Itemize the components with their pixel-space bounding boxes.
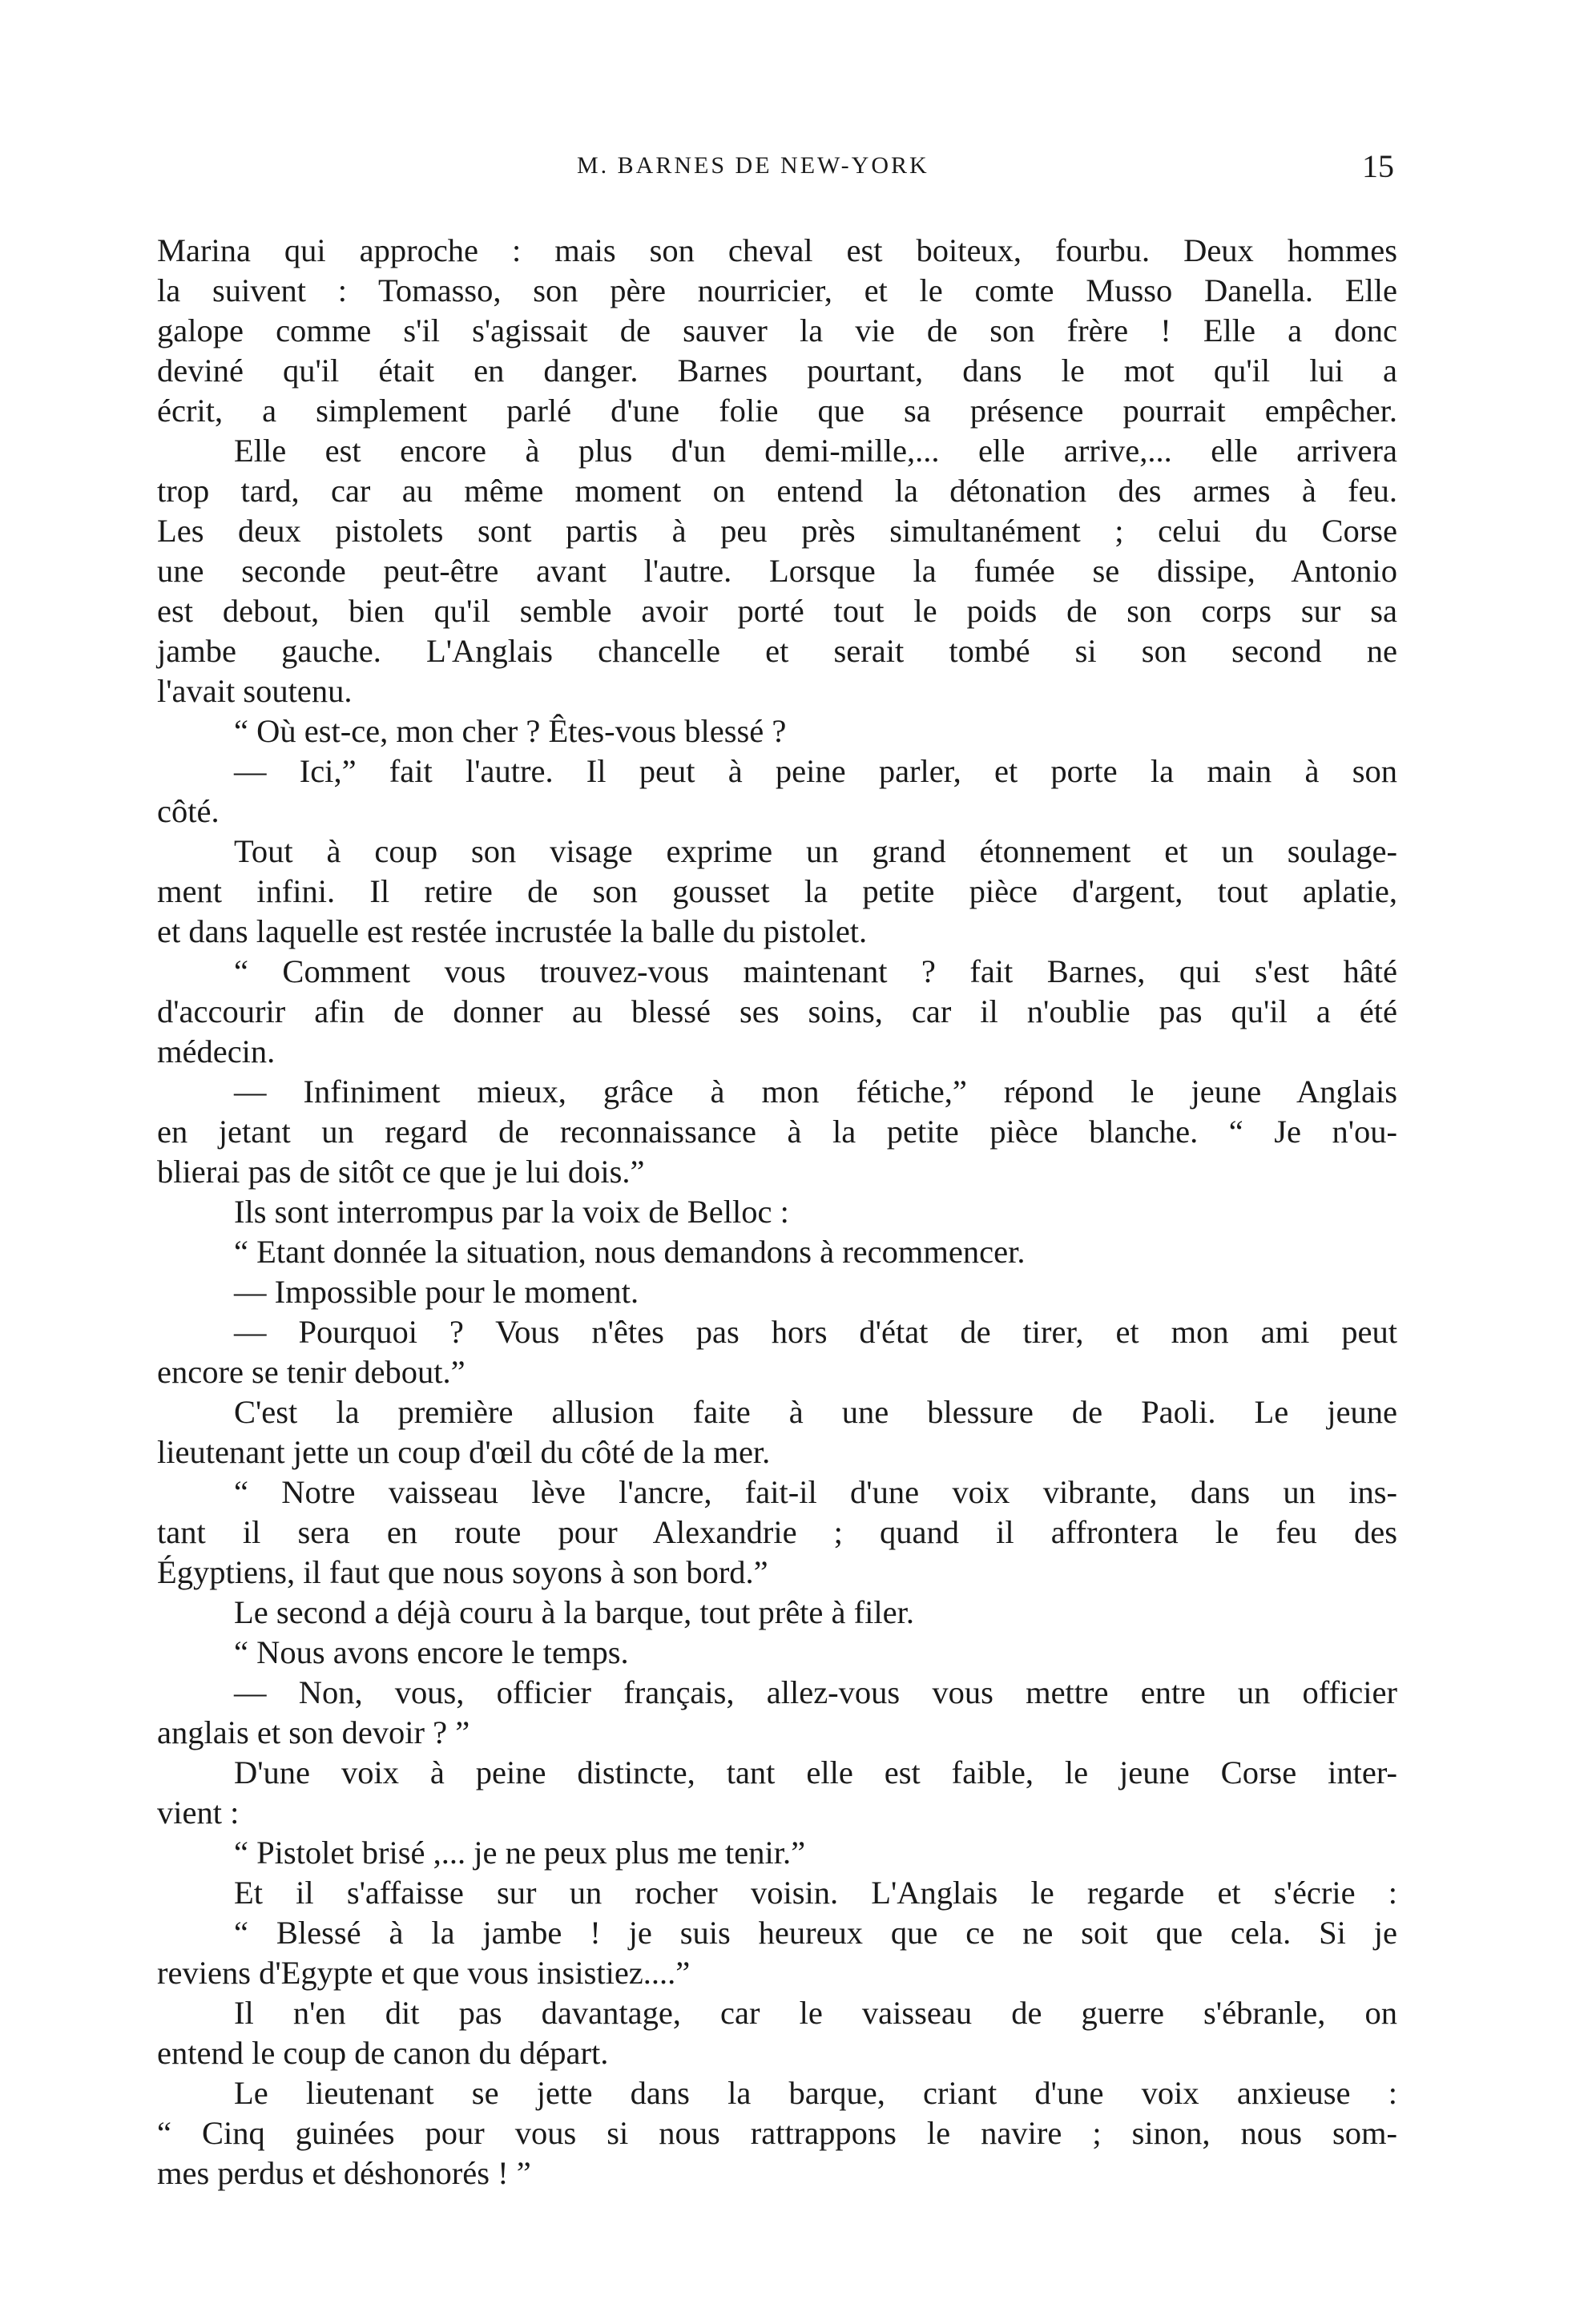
text-line: Le second a déjà couru à la barque, tout prête à filer. xyxy=(234,1594,914,1630)
text-line: Égyptiens, il faut que nous soyons à son bord.” xyxy=(157,1554,768,1590)
text-line: une seconde peut-être avant l'autre. Lorsque la fumée se dissipe, Antonio xyxy=(157,553,1397,589)
text-line: “ Comment vous trouvez-vous maintenant ? fait Barnes, qui s'est hâté xyxy=(234,953,1397,989)
text-line: “ Où est-ce, mon cher ? Êtes-vous blessé ? xyxy=(234,713,787,749)
body-text xyxy=(157,231,1397,2193)
text-line: tant il sera en route pour Alexandrie ; quand il affrontera le feu des xyxy=(157,1514,1397,1550)
text-line: Tout à coup son visage exprime un grand étonnement et un soulage- xyxy=(234,833,1397,869)
text-line: d'accourir afin de donner au blessé ses soins, car il n'oublie pas qu'il a été xyxy=(157,993,1397,1029)
text-line: l'avait soutenu. xyxy=(157,673,353,709)
text-line: encore se tenir debout.” xyxy=(157,1354,466,1390)
text-line: blierai pas de sitôt ce que je lui dois.” xyxy=(157,1154,645,1190)
text-line: Elle est encore à plus d'un demi-mille,... elle arrive,... elle arrivera xyxy=(234,433,1397,469)
text-line: — Ici,” fait l'autre. Il peut à peine parler, et porte la main à son xyxy=(234,753,1397,789)
text-line: ment infini. Il retire de son gousset la petite pièce d'argent, tout aplatie, xyxy=(157,873,1397,909)
text-line: et dans laquelle est restée incrustée la balle du pistolet. xyxy=(157,913,868,949)
text-line: est debout, bien qu'il semble avoir porté tout le poids de son corps sur sa xyxy=(157,593,1397,629)
text-line: Il n'en dit pas davantage, car le vaisseau de guerre s'ébranle, on xyxy=(234,1995,1397,2031)
text-line: vient : xyxy=(157,1794,240,1831)
text-line: anglais et son devoir ? ” xyxy=(157,1714,470,1750)
text-line: deviné qu'il était en danger. Barnes pourtant, dans le mot qu'il lui a xyxy=(157,352,1397,389)
text-line: D'une voix à peine distincte, tant elle est faible, le jeune Corse inter- xyxy=(234,1754,1397,1790)
text-line: — Impossible pour le moment. xyxy=(234,1274,639,1310)
text-line: “ Blessé à la jambe ! je suis heureux que ce ne soit que cela. Si je xyxy=(234,1915,1397,1951)
text-line: en jetant un regard de reconnaissance à la petite pièce blanche. “ Je n'ou- xyxy=(157,1114,1397,1150)
text-line: entend le coup de canon du départ. xyxy=(157,2035,609,2071)
text-line: “ Pistolet brisé ,... je ne peux plus me tenir.” xyxy=(234,1835,806,1871)
text-line: côté. xyxy=(157,793,220,829)
text-line: “ Notre vaisseau lève l'ancre, fait-il d'une voix vibrante, dans un ins- xyxy=(234,1474,1397,1510)
text-line: Marina qui approche : mais son cheval est boiteux, fourbu. Deux hommes xyxy=(157,232,1397,268)
running-title: M. BARNES DE NEW-YORK xyxy=(577,152,929,179)
text-line: médecin. xyxy=(157,1033,276,1069)
text-line: C'est la première allusion faite à une blessure de Paoli. Le jeune xyxy=(234,1394,1397,1430)
text-line: “ Nous avons encore le temps. xyxy=(234,1634,629,1670)
text-line: trop tard, car au même moment on entend la détonation des armes à feu. xyxy=(157,473,1397,509)
text-line: “ Etant donnée la situation, nous demandons à recommencer. xyxy=(234,1234,1026,1270)
text-line: lieutenant jette un coup d'œil du côté de la mer. xyxy=(157,1434,771,1470)
text-line: — Pourquoi ? Vous n'êtes pas hors d'état de tirer, et mon ami peut xyxy=(234,1314,1397,1350)
text-line: Les deux pistolets sont partis à peu près simultanément ; celui du Corse xyxy=(157,513,1397,549)
text-line: — Infiniment mieux, grâce à mon fétiche,” répond le jeune Anglais xyxy=(234,1073,1397,1110)
text-line: reviens d'Egypte et que vous insistiez....” xyxy=(157,1955,691,1991)
page-number: 15 xyxy=(1362,148,1394,184)
text-line: Le lieutenant se jette dans la barque, criant d'une voix anxieuse : xyxy=(234,2075,1397,2111)
running-head xyxy=(160,148,1394,192)
text-line: jambe gauche. L'Anglais chancelle et serait tombé si son second ne xyxy=(157,633,1397,669)
text-line: galope comme s'il s'agissait de sauver la vie de son frère ! Elle a donc xyxy=(157,312,1397,348)
text-line: — Non, vous, officier français, allez-vous vous mettre entre un officier xyxy=(234,1674,1397,1710)
text-line: Et il s'affaisse sur un rocher voisin. L'Anglais le regarde et s'écrie : xyxy=(234,1875,1397,1911)
text-line: mes perdus et déshonorés ! ” xyxy=(157,2155,531,2191)
text-line: écrit, a simplement parlé d'une folie que sa présence pourrait empêcher. xyxy=(157,393,1397,429)
text-line: la suivent : Tomasso, son père nourricier, et le comte Musso Danella. Elle xyxy=(157,272,1397,308)
text-line: Ils sont interrompus par la voix de Belloc : xyxy=(234,1194,789,1230)
text-line: “ Cinq guinées pour vous si nous rattrappons le navire ; sinon, nous som- xyxy=(157,2115,1397,2151)
